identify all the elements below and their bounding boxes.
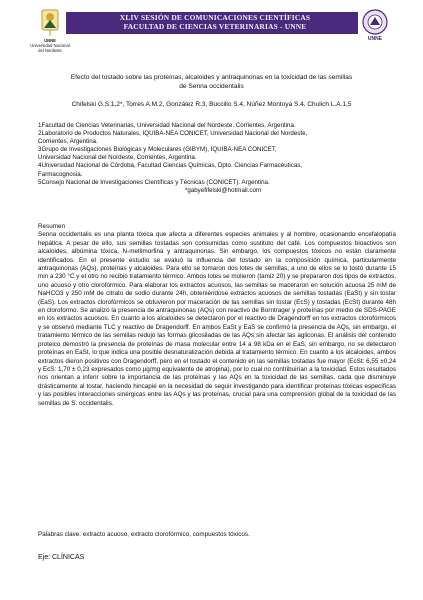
unne-logo-right <box>358 8 392 42</box>
affiliation-line: 5Consejo Nacional de Investigaciones Científicas y Técnicas (CONICET). Argentina. <box>38 178 270 186</box>
left-logo-line2: Universidad Nacional <box>30 43 70 48</box>
unne-emblem-icon <box>30 8 70 38</box>
banner-title-line1: XLIV SESIÓN DE COMUNICACIONES CIENTÍFICAS <box>119 13 311 22</box>
paper-title <box>18 73 405 91</box>
thematic-axis: Eje: CLÍNICAS <box>38 554 85 561</box>
paper-title-line1: Efecto del tostado sobre las proteínas, alcaloides y antraquinonas en la toxicidad de las semillas <box>70 74 353 81</box>
header-banner <box>30 8 392 52</box>
unne-logo-left <box>30 8 70 53</box>
affiliations <box>38 122 408 195</box>
affiliation-line: Corrientes, Argentina. <box>38 138 98 146</box>
unne-seal-icon <box>360 8 390 36</box>
affiliation-line: 2Laboratorio de Productos Naturales, IQUIBA-NEA CONICET, Universidad Nacional del Nordeste, <box>38 130 308 138</box>
keywords: Palabras clave: extracto acuoso, extracto clorofórmico, compuestos tóxicos. <box>38 531 250 538</box>
author-list: Chifelski G.S.1,2*, Torres A.M.2, González R.3, Buccillo S.4, Núñez Montoya S.4, Chulich L.A.1,5 <box>71 101 352 108</box>
left-logo-line1: UNNE <box>44 38 56 43</box>
abstract-heading: Resumen <box>38 223 65 230</box>
banner-title <box>70 13 360 31</box>
paper-title-line2: de Senna occidentalis <box>179 83 244 90</box>
affiliation-line: Farmacognosia. <box>38 170 83 178</box>
right-logo-caption: UNNE <box>367 36 383 42</box>
left-logo-caption <box>30 38 70 53</box>
banner-title-line2: FACULTAD DE CIENCIAS VETERINARIAS - UNNE <box>123 22 307 31</box>
left-logo-line3: del Nordeste <box>38 48 62 53</box>
affiliation-line: 3Grupo de Investigaciones Biológicas y Moleculares (GIBYM), IQUIBA-NEA CONICET, <box>38 146 277 154</box>
affiliation-line: 4Universidad Nacional de Córdoba, Facultad Ciencias Químicas, Dpto. Ciencias Farmacéuticas, <box>38 162 303 170</box>
abstract-paragraph: Senna occidentalis es una planta tóxica que afecta a diferentes especies animales y al hombre, ocasionando encefalopatía hepática. A pesar de ello, sus semillas tostadas son consumidas como sustituto del café. Los compuestos bioactivos son alcaloides, albúmina tóxica, N-metilmorfina y antraquinonas. Sin embargo, los compuestos tóxicos no están claramente identificados. En el presente estudio se evaluó la influencia del tostado en la composición química, particularmente antraquinonas (AQs), proteínas y alcaloides. Para ello se tomaron dos lotes de semillas, a uno de ellos se lo tostó durante 15 min a 230 °C y el otro no recibió tratamiento térmico. Ambos lotes se molieron (tamiz 20) y se prepararon dos tipos de extractos, uno acuoso y otro clorofórmico. Para elaborar los extractos acuosos, las semillas se maceraron en solución acuosa 25 mM de NaHCO3 y 250 mM de citrato de sodio durante 24h, obteniéndose extractos acuosos de semillas tostadas (EaSt) y sin tostar (EaS). Los extractos clorofórmicos se obtuvieron por maceración de las semillas sin tostar (EcS) y tostadas (EcSt) durante 48h en cloroformo. Se analizó la presencia de antraquinonas (AQs) con reactivo de Borntrager y proteínas por medio de SDS-PAGE en los extractos acuosos. En cuanto a los alcaloides se detectaron por el reactivo de Dragendorff en los extractos clorofórmicos y se observó mediante TLC y reactivo de Dragendorff. En ambos EaSt y EaS se confirmó la presencia de AQs, sin embargo, el tratamiento térmico de las semillas redujo las formas glicosiladas de las AQs sin afectar las agliconas. El análisis del contenido proteico demostró la presencia de proteínas de masa molecular entre 14 a 98 kDa en el EaS; sin embargo, no se detectaron proteínas en EaSt, lo que indica una posible desnaturalización debida al tratamiento térmico. En cuanto a los alcaloides, ambos extractos dieron positivos con Dragendorff, pero en el tostado el contenido en las semillas tostadas fue mayor (EcSt: 6,55 ±0,24 y EcS: 1,70 ± 0,23 expresados como µg/mg equivalente de atropina), por lo cual no contribuirían a la toxicidad. Estos resultados nos orientan a inferir sobre la importancia de las proteínas y las AQs en la toxicidad de las semillas, cada que disminuye drásticamente al tostar, haciendo hincapié en la necesidad de seguir investigando para identificar proteínas tóxicas específicas y las posibles interacciones sinérgicas entre las AQs y las proteínas, crucial para una comprensión global de la toxicidad de las semillas de S. occidentalis. <box>38 231 396 407</box>
affiliation-line: Universidad Nacional del Nordeste, Corrientes, Argentina. <box>38 154 197 162</box>
abstract <box>38 223 396 408</box>
affiliation-line: 1Facultad de Ciencias Veterinarias, Universidad Nacional del Nordeste. Corrientes, Argentina. <box>38 122 296 129</box>
contact-email: *gabyefifelski@hotmail.com <box>184 186 262 194</box>
